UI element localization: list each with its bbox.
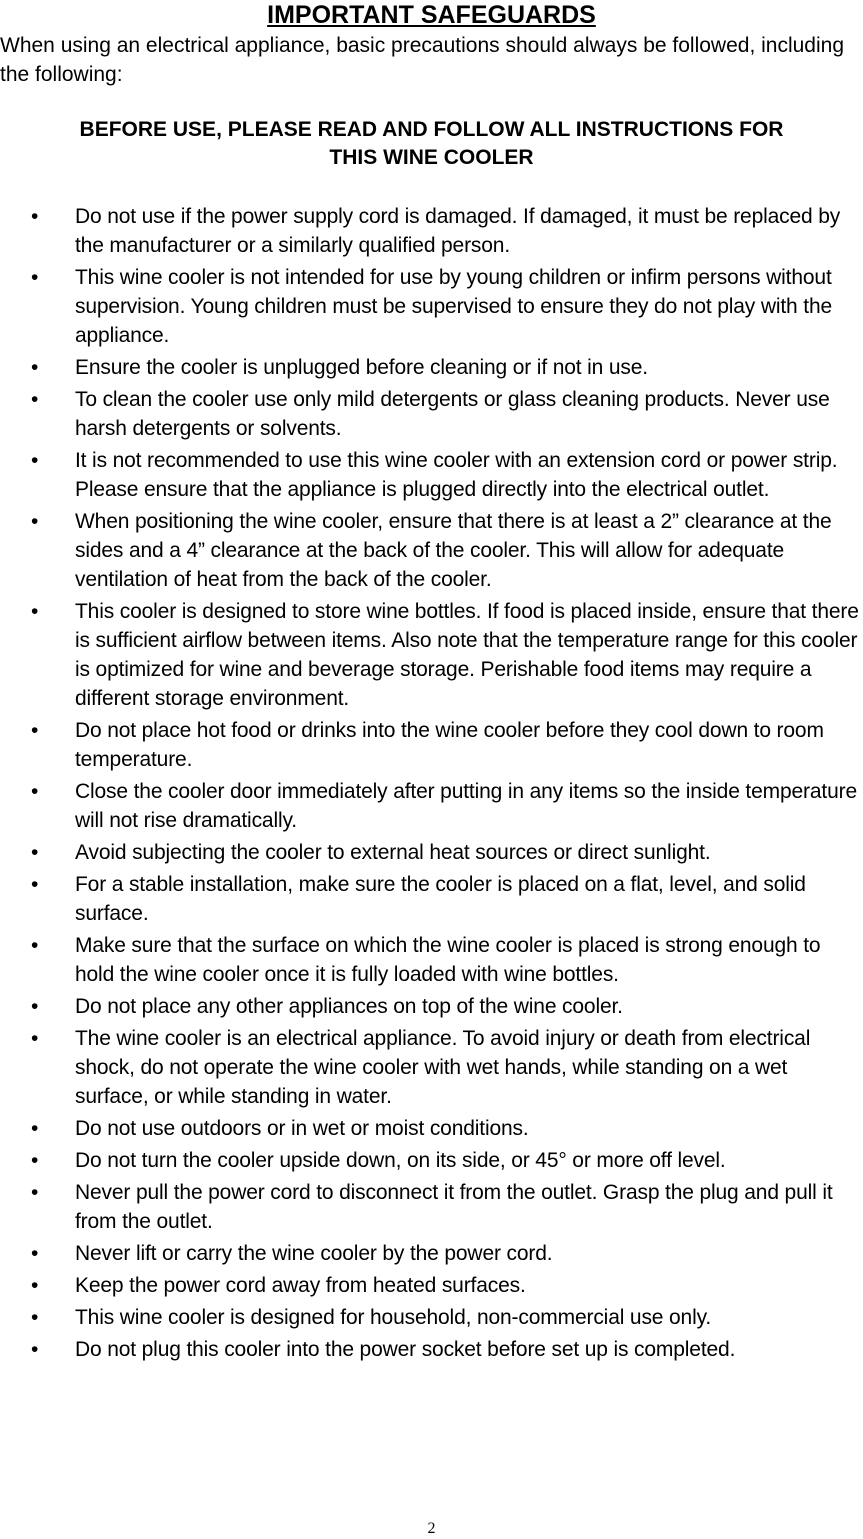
page-title: IMPORTANT SAFEGUARDS — [267, 1, 596, 29]
list-item — [0, 777, 863, 835]
bullet-icon: • — [31, 1338, 39, 1361]
page-number: 2 — [427, 1520, 436, 1537]
list-item-text: This wine cooler is not intended for use by young children or infirm persons without supervision. Young children must be supervised to ensure they do not play with the appliance. — [75, 266, 833, 347]
list-item — [0, 385, 863, 443]
bullet-icon: • — [31, 934, 39, 957]
list-item-text: Do not place any other appliances on top of the wine cooler. — [75, 995, 623, 1018]
bullet-icon: • — [31, 1027, 39, 1050]
list-item — [0, 202, 863, 260]
list-item — [0, 931, 863, 989]
list-item — [0, 716, 863, 774]
heading-line-1: BEFORE USE, PLEASE READ AND FOLLOW ALL INSTRUCTIONS FOR — [79, 118, 784, 141]
list-item — [0, 1335, 863, 1364]
bullet-icon: • — [31, 1149, 39, 1172]
list-item-text: Avoid subjecting the cooler to external heat sources or direct sunlight. — [75, 841, 711, 864]
bullet-icon: • — [31, 356, 39, 379]
bullet-icon: • — [31, 1306, 39, 1329]
list-item-text: This wine cooler is designed for household, non-commercial use only. — [75, 1306, 712, 1329]
list-item-text: When positioning the wine cooler, ensure that there is at least a 2” clearance at the sides and a 4” clearance at the back of the cooler. This will allow for adequate ventilation of heat from the back of the cooler. — [75, 510, 832, 591]
list-item-text: Do not use if the power supply cord is damaged. If damaged, it must be replaced by the manufacturer or a similarly qualified person. — [75, 205, 841, 257]
list-item — [0, 1239, 863, 1268]
list-item-text: Do not place hot food or drinks into the wine cooler before they cool down to room temperature. — [75, 719, 824, 771]
bullet-icon: • — [31, 600, 39, 623]
list-item-text: Keep the power cord away from heated surfaces. — [75, 1274, 526, 1297]
bullet-icon: • — [31, 873, 39, 896]
bullet-icon: • — [31, 1117, 39, 1140]
list-item-text: Do not turn the cooler upside down, on its side, or 45° or more off level. — [75, 1149, 726, 1172]
list-item — [0, 1024, 863, 1111]
bullet-icon: • — [31, 995, 39, 1018]
list-item — [0, 263, 863, 350]
list-item — [0, 838, 863, 867]
list-item — [0, 1303, 863, 1332]
list-item — [0, 992, 863, 1021]
bullet-icon: • — [31, 205, 39, 228]
list-item-text: Do not use outdoors or in wet or moist conditions. — [75, 1117, 529, 1140]
list-item-text: To clean the cooler use only mild detergents or glass cleaning products. Never use harsh detergents or solvents. — [75, 388, 830, 440]
list-item-text: For a stable installation, make sure the cooler is placed on a flat, level, and solid surface. — [75, 873, 806, 925]
safeguards-list — [0, 202, 863, 1367]
bullet-icon: • — [31, 1242, 39, 1265]
list-item — [0, 1178, 863, 1236]
list-item-text: Ensure the cooler is unplugged before cleaning or if not in use. — [75, 356, 648, 379]
list-item-text: Make sure that the surface on which the wine cooler is placed is strong enough to hold the wine cooler once it is fully loaded with wine bottles. — [75, 934, 821, 986]
instructions-heading — [0, 116, 863, 172]
bullet-icon: • — [31, 510, 39, 533]
list-item-text: Never lift or carry the wine cooler by the power cord. — [75, 1242, 553, 1265]
list-item — [0, 446, 863, 504]
heading-line-2: THIS WINE COOLER — [329, 146, 534, 169]
list-item — [0, 1271, 863, 1300]
list-item-text: Close the cooler door immediately after putting in any items so the inside temperature will not rise dramatically. — [75, 780, 858, 832]
bullet-icon: • — [31, 1274, 39, 1297]
list-item — [0, 507, 863, 594]
list-item — [0, 1146, 863, 1175]
bullet-icon: • — [31, 388, 39, 411]
list-item-text: It is not recommended to use this wine cooler with an extension cord or power strip. Please ensure that the appliance is plugged directly into the electrical outlet. — [75, 449, 838, 501]
bullet-icon: • — [31, 841, 39, 864]
list-item — [0, 870, 863, 928]
list-item-text: Do not plug this cooler into the power socket before set up is completed. — [75, 1338, 736, 1361]
list-item — [0, 1114, 863, 1143]
bullet-icon: • — [31, 780, 39, 803]
intro-paragraph: When using an electrical appliance, basic precautions should always be followed, including the following: — [0, 34, 844, 86]
list-item-text: This cooler is designed to store wine bottles. If food is placed inside, ensure that there is sufficient airflow between items. Also note that the temperature range for this cooler is optimized for wine and beverage storage. Perishable food items may require a different storage environment. — [75, 600, 859, 710]
list-item-text: The wine cooler is an electrical appliance. To avoid injury or death from electrical shock, do not operate the wine cooler with wet hands, while standing on a wet surface, or while standing in water. — [75, 1027, 811, 1108]
bullet-icon: • — [31, 719, 39, 742]
list-item-text: Never pull the power cord to disconnect it from the outlet. Grasp the plug and pull it from the outlet. — [75, 1181, 833, 1233]
bullet-icon: • — [31, 266, 39, 289]
bullet-icon: • — [31, 449, 39, 472]
list-item — [0, 353, 863, 382]
bullet-icon: • — [31, 1181, 39, 1204]
list-item — [0, 597, 863, 713]
